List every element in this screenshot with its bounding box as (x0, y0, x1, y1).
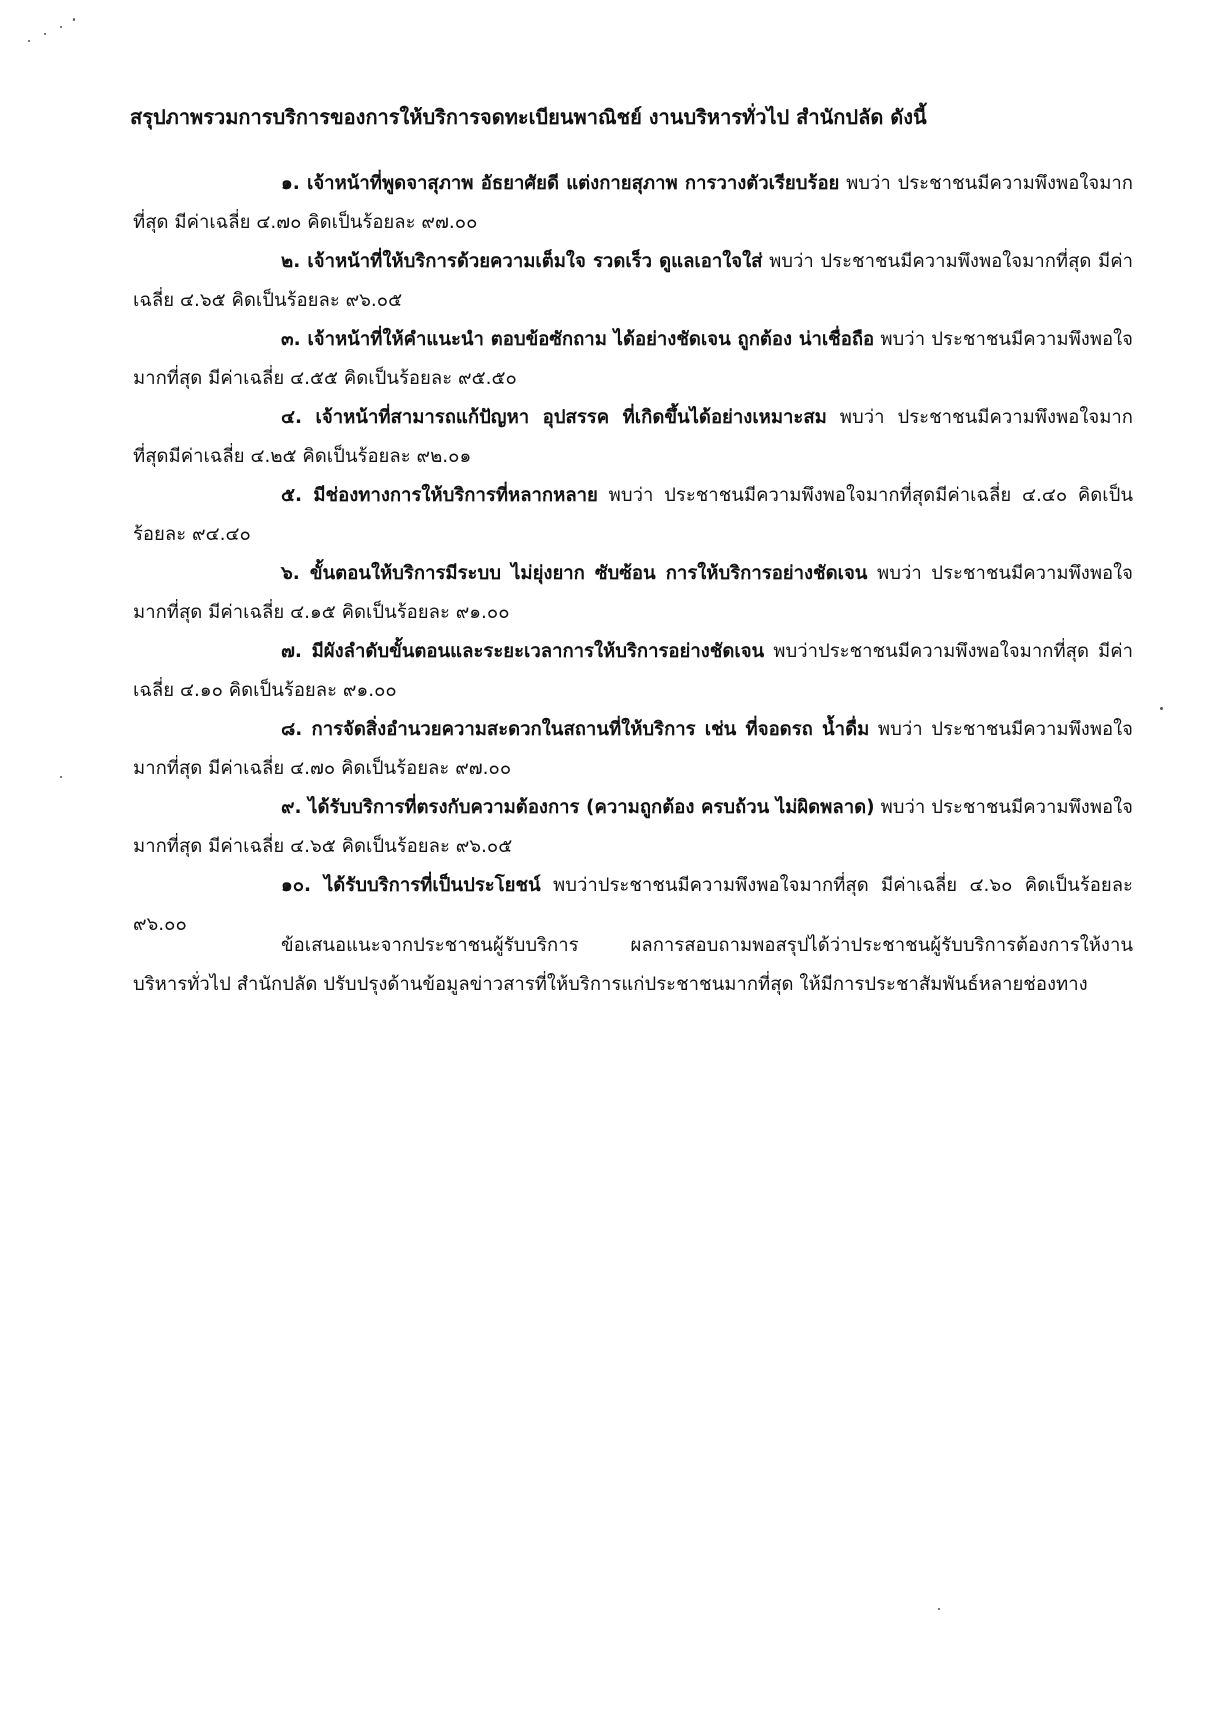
item-topic: ๖. ขั้นตอนให้บริการมีระบบ ไม่ยุ่งยาก ซับซ้อน การให้บริการอย่างชัดเจน (281, 563, 868, 584)
item-result: พบว่า ประชาชนมีความพึงพอใจมากที่สุดมีค่าเฉลี่ย ๔.๔๐ คิดเป็นร้อยละ ๙๔.๔๐ (133, 485, 1133, 545)
survey-items (133, 164, 1133, 944)
item-result: พบว่า ประชาชนมีความพึงพอใจมากที่สุด มีค่าเฉลี่ย ๔.๖๕ คิดเป็นร้อยละ ๙๖.๐๕ (133, 251, 1134, 311)
item-result: พบว่า ประชาชนมีความพึงพอใจมากที่สุด มีค่าเฉลี่ย ๔.๗๐ คิดเป็นร้อยละ ๙๗.๐๐ (133, 173, 1133, 233)
item-result: พบว่า ประชาชนมีความพึงพอใจมากที่สุด มีค่าเฉลี่ย ๔.๖๕ คิดเป็นร้อยละ ๙๖.๐๕ (133, 797, 1134, 857)
suggestion-paragraph: ข้อเสนอแนะจากประชาชนผู้รับบริการ ผลการสอบถามพอสรุปได้ว่าประชาชนผู้รับบริการต้องการให้งานบริหารทั่วไป สำนักปลัด ปรับปรุงด้านข้อมูลข่าวสารที่ให้บริการแก่ประชาชนมากที่สุด ให้มีการประชาสัมพันธ์หลายช่องทาง (133, 935, 1133, 995)
item-topic: ๑๐. ได้รับบริการที่เป็นประโยชน์ (281, 875, 541, 896)
item-result: พบว่า ประชาชนมีความพึงพอใจมากที่สุดมีค่าเฉลี่ย ๔.๒๕ คิดเป็นร้อยละ ๙๒.๐๑ (133, 407, 1133, 467)
item-topic: ๕. มีช่องทางการให้บริการที่หลากหลาย (281, 485, 598, 506)
survey-item (133, 554, 1133, 632)
item-topic: ๗. มีผังลำดับขั้นตอนและระยะเวลาการให้บริการอย่างชัดเจน (281, 641, 765, 662)
item-topic: ๔. เจ้าหน้าที่สามารถแก้ปัญหา อุปสรรค ที่เกิดขึ้นได้อย่างเหมาะสม (281, 407, 827, 428)
item-topic: ๘. การจัดสิ่งอำนวยความสะดวกในสถานที่ให้บริการ เช่น ที่จอดรถ น้ำดื่ม (281, 719, 870, 740)
item-result: พบว่าประชาชนมีความพึงพอใจมากที่สุด มีค่าเฉลี่ย ๔.๖๐ คิดเป็นร้อยละ ๙๖.๐๐ (133, 875, 1133, 935)
scan-speck (73, 18, 75, 21)
survey-item (133, 476, 1133, 554)
survey-item (133, 710, 1133, 788)
scan-speck (938, 1608, 940, 1610)
survey-item (133, 164, 1133, 242)
item-topic: ๙. ได้รับบริการที่ตรงกับความต้องการ (ความถูกต้อง ครบถ้วน ไม่ผิดพลาด) (281, 797, 875, 818)
survey-item (133, 320, 1133, 398)
scan-speck (60, 776, 62, 778)
item-result: พบว่า ประชาชนมีความพึงพอใจมากที่สุด มีค่าเฉลี่ย ๔.๗๐ คิดเป็นร้อยละ ๙๗.๐๐ (133, 719, 1133, 779)
item-result: พบว่าประชาชนมีความพึงพอใจมากที่สุด มีค่าเฉลี่ย ๔.๑๐ คิดเป็นร้อยละ ๙๑.๐๐ (133, 641, 1133, 701)
survey-item (133, 632, 1133, 710)
scan-speck (28, 40, 30, 42)
item-result: พบว่า ประชาชนมีความพึงพอใจ มากที่สุด มีค่าเฉลี่ย ๔.๕๕ คิดเป็นร้อยละ ๙๕.๕๐ (133, 329, 1133, 389)
item-topic: ๓. เจ้าหน้าที่ให้คำแนะนำ ตอบข้อซักถาม ได้อย่างชัดเจน ถูกต้อง น่าเชื่อถือ (281, 329, 875, 350)
item-topic: ๑. เจ้าหน้าที่พูดจาสุภาพ อัธยาศัยดี แต่งกายสุภาพ การวางตัวเรียบร้อย (281, 173, 840, 194)
survey-item (133, 242, 1133, 320)
document-title: สรุปภาพรวมการบริการของการให้บริการจดทะเบียนพาณิชย์ งานบริหารทั่วไป สำนักปลัด ดังนี้ (130, 105, 927, 129)
survey-item (133, 788, 1133, 866)
item-topic: ๒. เจ้าหน้าที่ให้บริการด้วยความเต็มใจ รวดเร็ว ดูแลเอาใจใส่ (281, 251, 763, 272)
scan-speck (1160, 707, 1163, 710)
survey-item (133, 398, 1133, 476)
item-result: พบว่า ประชาชนมีความพึงพอใจมากที่สุด มีค่าเฉลี่ย ๔.๑๕ คิดเป็นร้อยละ ๙๑.๐๐ (133, 563, 1134, 623)
scan-speck (60, 26, 62, 28)
scan-speck (44, 33, 46, 35)
